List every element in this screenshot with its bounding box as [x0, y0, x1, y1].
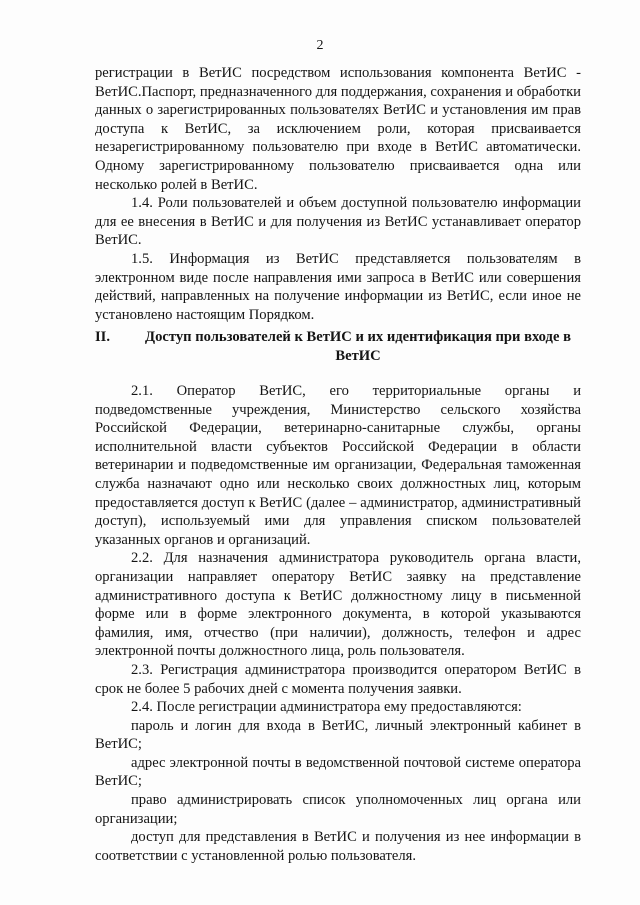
paragraph-1-5: 1.5. Информация из ВетИС представляется пользователям в электронном виде после направления ими запроса в ВетИС или совершения действий, направленных на получение информации из ВетИС, если иное не установлено настоящим Порядком. [95, 250, 581, 323]
list-item: доступ для представления в ВетИС и получения из нее информации в соответствии с установленной ролью пользователя. [95, 829, 581, 864]
page-number: 2 [316, 38, 324, 53]
paragraph-2-4: 2.4. После регистрации администратора ему предоставляются: [131, 699, 522, 716]
paragraph-2-2: 2.2. Для назначения администратора руководитель органа власти, организации направляет оператору ВетИС заявку на представление административного доступа к ВетИС должностному лицу в письменной форме или в форме электронного документа, в которой указываются фамилия, имя, отчество (при наличии), должность, телефон и адрес электронной почты должностного лица, роль пользователя. [95, 550, 581, 660]
paragraph-1-4: 1.4. Роли пользователей и объем доступной пользователю информации для ее внесения в ВетИС и для получения из ВетИС устанавливает оператор ВетИС. [95, 195, 581, 249]
paragraph-2-1: 2.1. Оператор ВетИС, его территориальные органы и подведомственные учреждения, Министерство сельского хозяйства Российской Федерации, ветеринарно-санитарные службы, органы исполнительной власти субъектов Российской Федерации в области ветеринарии и подведомственные им организации, Федеральная таможенная служба назначают одно или несколько своих должностных лиц, которым предоставляется доступ к ВетИС (далее – администратор, административный доступ), используемый ими для управления списком пользователей указанных органов и организаций. [95, 383, 581, 548]
intro-text [95, 64, 581, 324]
paragraph-2-3: 2.3. Регистрация администратора производится оператором ВетИС в срок не более 5 рабочих дней с момента получения заявки. [95, 661, 581, 697]
section-heading [95, 328, 581, 366]
list-item: адрес электронной почты в ведомственной почтовой системе оператора ВетИС; [95, 754, 581, 790]
section-title: Доступ пользователей к ВетИС и их идентификация при входе в ВетИС [145, 329, 571, 364]
paragraph-continuation: регистрации в ВетИС посредством использования компонента ВетИС - ВетИС.Паспорт, предназначенного для поддержания, сохранения и обработки данных о зарегистрированных пользователях ВетИС и установления им прав доступа к ВетИС, за исключением роли, которая присваивается незарегистрированному пользователю при входе в ВетИС автоматически. Одному зарегистрированному пользователю присваивается одна или несколько ролей в ВетИС. [95, 65, 581, 193]
list-item: право администрировать список уполномоченных лиц органа или организации; [95, 792, 581, 827]
section-2-text [95, 382, 581, 865]
list-item: пароль и логин для входа в ВетИС, личный электронный кабинет в ВетИС; [95, 717, 581, 753]
section-number: II. [95, 329, 111, 345]
